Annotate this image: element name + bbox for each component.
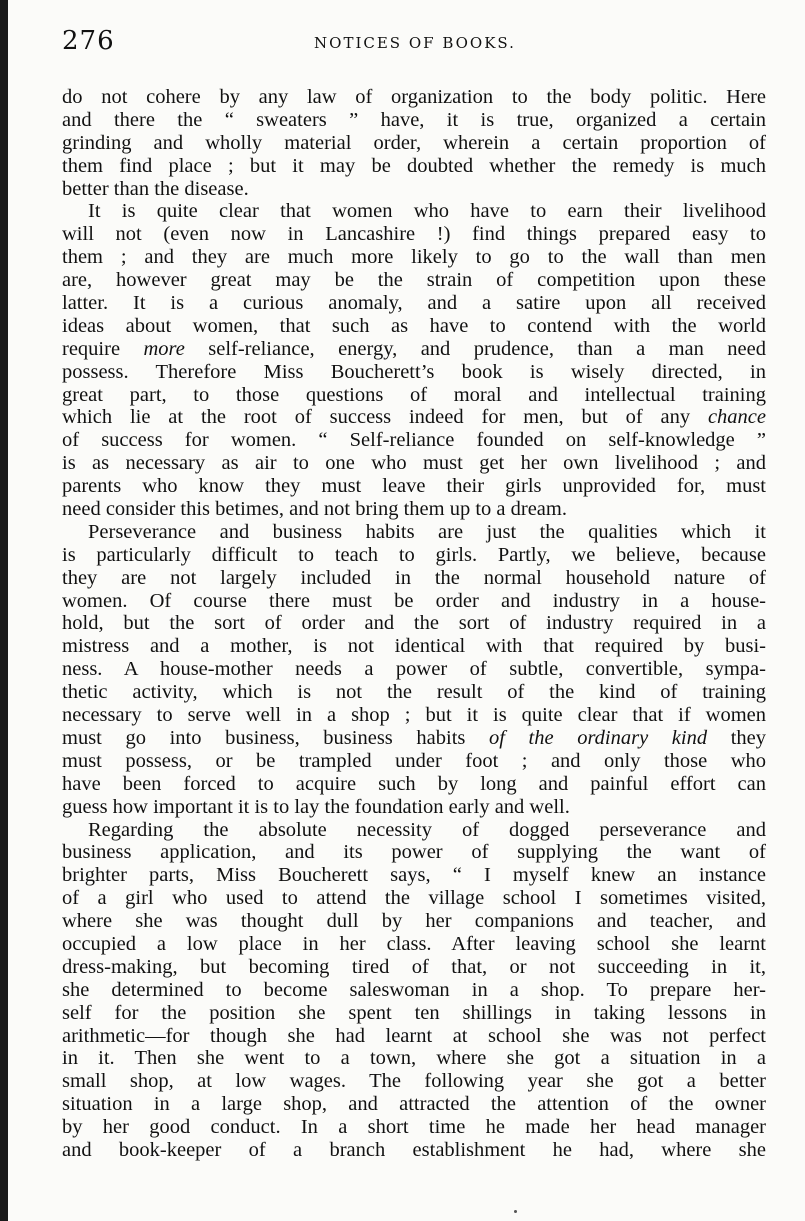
text-line: require more self-reliance, energy, and prudence, than a man need bbox=[62, 337, 766, 360]
text-line: great part, to those questions of moral and intellectual training bbox=[62, 383, 766, 406]
text-line: small shop, at low wages. The following year she got a better bbox=[62, 1070, 766, 1093]
text-line: them ; and they are much more likely to go to the wall than men bbox=[62, 246, 766, 269]
text-line: grinding and wholly material order, wherein a certain proportion of bbox=[62, 131, 766, 154]
text-line: Perseverance and business habits are just the qualities which it bbox=[88, 520, 766, 543]
text-line: ideas about women, that such as have to contend with the world bbox=[62, 314, 766, 337]
page-number: 276 bbox=[62, 26, 115, 56]
text-line: business application, and its power of supplying the want of bbox=[62, 841, 766, 864]
text-line: which lie at the root of success indeed for men, but of any chance bbox=[62, 406, 766, 429]
text-line: where she was thought dull by her companions and teacher, and bbox=[62, 910, 766, 933]
text-line: dress-making, but becoming tired of that, or not succeeding in it, bbox=[62, 955, 766, 978]
running-title: NOTICES OF BOOKS. bbox=[314, 34, 516, 52]
text-line: necessary to serve well in a shop ; but it is quite clear that if women bbox=[62, 704, 766, 727]
text-line: they are not largely included in the normal household nature of bbox=[62, 566, 766, 589]
text-line: is as necessary as air to one who must get her own livelihood ; and bbox=[62, 452, 766, 475]
text-line: is particularly difficult to teach to girls. Partly, we believe, because bbox=[62, 543, 766, 566]
text-line: women. Of course there must be order and industry in a house- bbox=[62, 589, 766, 612]
text-line: by her good conduct. In a short time he made her head manager bbox=[62, 1116, 766, 1139]
text-line: do not cohere by any law of organization to the body politic. Here bbox=[62, 86, 766, 108]
page-binding-edge bbox=[0, 0, 8, 1221]
text-line: possess. Therefore Miss Boucherett’s book is wisely directed, in bbox=[62, 360, 766, 383]
text-line: and there the “ sweaters ” have, it is true, organized a certain bbox=[62, 108, 766, 131]
text-line: ness. A house-mother needs a power of subtle, convertible, sympa- bbox=[62, 658, 766, 681]
text-line: need consider this betimes, and not bring them up to a dream. bbox=[62, 498, 567, 521]
text-line: are, however great may be the strain of competition upon these bbox=[62, 269, 766, 292]
text-line: self for the position she spent ten shillings in taking lessons in bbox=[62, 1001, 766, 1024]
text-line: in it. Then she went to a town, where she got a situation in a bbox=[62, 1047, 766, 1070]
text-line: have been forced to acquire such by long and painful effort can bbox=[62, 772, 766, 795]
text-line: mistress and a mother, is not identical with that required by busi- bbox=[62, 635, 766, 658]
text-line: brighter parts, Miss Boucherett says, “ I myself knew an instance bbox=[62, 864, 766, 887]
text-line: must possess, or be trampled under foot ; and only those who bbox=[62, 749, 766, 772]
text-line: occupied a low place in her class. After leaving school she learnt bbox=[62, 932, 766, 955]
text-line: parents who know they must leave their girls unprovided for, must bbox=[62, 475, 766, 498]
body-text bbox=[62, 86, 766, 1162]
text-line: she determined to become saleswoman in a shop. To prepare her- bbox=[62, 978, 766, 1001]
text-line: and book-keeper of a branch establishment he had, where she bbox=[62, 1138, 766, 1161]
text-line: must go into business, business habits of the ordinary kind they bbox=[62, 726, 766, 749]
text-line: Regarding the absolute necessity of dogged perseverance and bbox=[88, 818, 766, 841]
page-speck bbox=[514, 1210, 517, 1213]
text-line: It is quite clear that women who have to earn their livelihood bbox=[88, 200, 766, 223]
page-header bbox=[60, 20, 770, 68]
text-line: will not (even now in Lancashire !) find things prepared easy to bbox=[62, 223, 766, 246]
text-line: of success for women. “ Self-reliance founded on self-knowledge ” bbox=[62, 429, 766, 452]
text-line: of a girl who used to attend the village school I sometimes visited, bbox=[62, 887, 766, 910]
text-line: better than the disease. bbox=[62, 177, 249, 200]
text-line: arithmetic—for though she had learnt at school she was not perfect bbox=[62, 1024, 766, 1047]
text-line: hold, but the sort of order and the sort of industry required in a bbox=[62, 612, 766, 635]
text-line: latter. It is a curious anomaly, and a satire upon all received bbox=[62, 292, 766, 315]
text-line: thetic activity, which is not the result of the kind of training bbox=[62, 681, 766, 704]
text-line: guess how important it is to lay the foundation early and well. bbox=[62, 795, 570, 818]
text-line: them find place ; but it may be doubted whether the remedy is much bbox=[62, 154, 766, 177]
text-line: situation in a large shop, and attracted the attention of the owner bbox=[62, 1093, 766, 1116]
